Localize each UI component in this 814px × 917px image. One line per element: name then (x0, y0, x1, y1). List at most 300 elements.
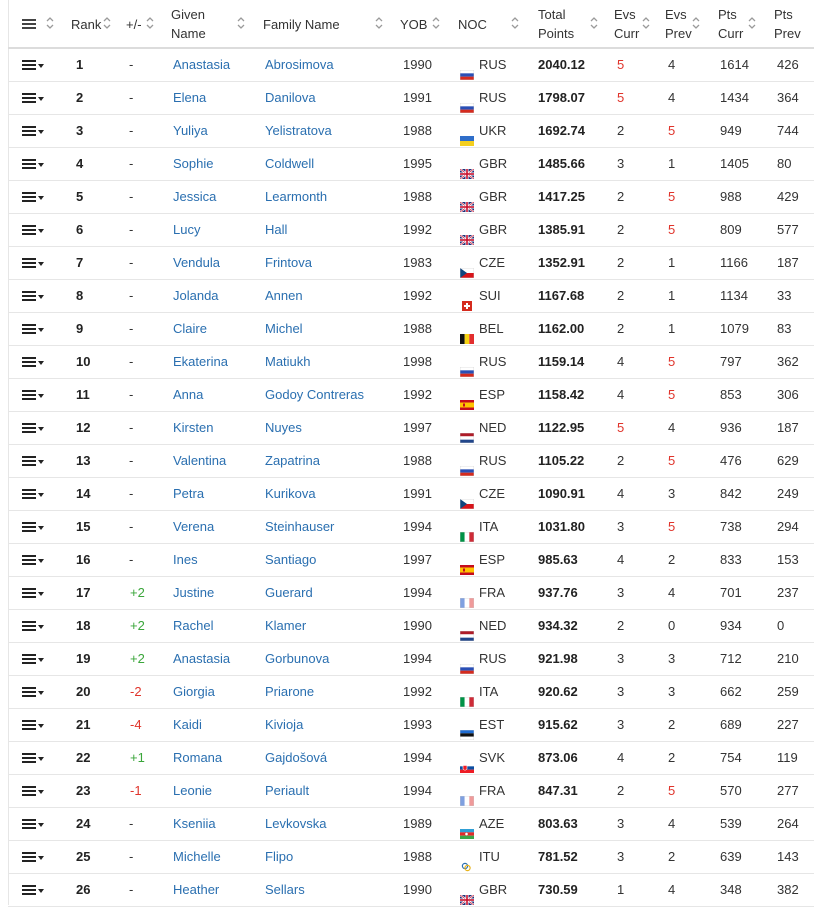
given-name-link[interactable]: Jessica (173, 189, 217, 204)
given-name-link[interactable]: Kaidi (173, 717, 202, 732)
change-cell: -1 (130, 783, 142, 798)
pts-prev-cell: 249 (777, 486, 799, 501)
yob-cell: 1993 (403, 717, 432, 732)
noc-code: RUS (479, 453, 507, 468)
table-row[interactable] (8, 874, 814, 907)
pts-curr-cell: 689 (720, 717, 742, 732)
given-name-link[interactable]: Verena (173, 519, 215, 534)
change-cell: - (129, 882, 134, 897)
rank-cell: 12 (76, 420, 91, 435)
row-menu-icon[interactable] (22, 619, 44, 633)
pts-curr-cell: 1079 (720, 321, 749, 336)
given-name-link[interactable]: Yuliya (173, 123, 208, 138)
col-total-points-header[interactable]: Total Points (538, 7, 575, 41)
noc-cell (460, 511, 498, 543)
russia-flag-icon (460, 93, 474, 103)
netherlands-flag-icon (460, 621, 474, 631)
row-menu-icon[interactable] (22, 223, 44, 237)
table-row[interactable] (8, 82, 814, 115)
family-name-link[interactable]: Annen (265, 288, 303, 303)
col-rank-header[interactable]: Rank (71, 16, 102, 32)
row-menu-icon[interactable] (22, 421, 44, 435)
given-name-link[interactable]: Ekaterina (173, 354, 228, 369)
noc-cell (460, 82, 506, 114)
evs-curr-cell: 1 (617, 882, 625, 897)
total-points-cell: 937.76 (538, 585, 578, 600)
family-name-link[interactable]: Frintova (265, 255, 312, 270)
family-name-link[interactable]: Levkovska (265, 816, 327, 831)
pts-curr-cell: 662 (720, 684, 742, 699)
evs-prev-cell: 3 (668, 651, 676, 666)
col-yob-header[interactable]: YOB (400, 16, 428, 32)
evs-curr-cell: 5 (617, 90, 625, 105)
pts-prev-cell: 0 (777, 618, 785, 633)
family-name-link[interactable]: Klamer (265, 618, 307, 633)
col-noc-header[interactable]: NOC (458, 16, 487, 32)
table-row[interactable] (8, 808, 814, 841)
evs-curr-cell: 2 (617, 321, 625, 336)
total-points-cell: 2040.12 (538, 57, 585, 72)
rank-cell: 4 (76, 156, 84, 171)
pts-curr-cell: 936 (720, 420, 742, 435)
family-name-link[interactable]: Guerard (265, 585, 313, 600)
given-name-link[interactable]: Jolanda (173, 288, 219, 303)
table-row[interactable] (8, 379, 814, 412)
pts-curr-cell: 738 (720, 519, 742, 534)
uk-flag-icon (460, 225, 474, 235)
yob-cell: 1988 (403, 189, 432, 204)
evs-curr-cell: 3 (617, 717, 625, 732)
given-name-link[interactable]: Claire (173, 321, 207, 336)
yob-cell: 1991 (403, 90, 432, 105)
given-name-link[interactable]: Kirsten (173, 420, 214, 435)
italy-flag-icon (460, 687, 474, 697)
row-menu-icon[interactable] (22, 652, 44, 666)
col-pts-prev-header[interactable]: Pts Prev (774, 7, 801, 41)
russia-flag-icon (460, 456, 474, 466)
family-name-link[interactable]: Hall (265, 222, 288, 237)
total-points-cell: 985.63 (538, 552, 578, 567)
change-cell: - (129, 189, 134, 204)
total-points-cell: 847.31 (538, 783, 578, 798)
total-points-cell: 1417.25 (538, 189, 585, 204)
pts-prev-cell: 227 (777, 717, 799, 732)
evs-curr-cell: 2 (617, 288, 625, 303)
change-cell: -2 (130, 684, 142, 699)
total-points-cell: 1352.91 (538, 255, 585, 270)
noc-code: GBR (479, 882, 508, 897)
noc-code: ITA (479, 684, 499, 699)
given-name-link[interactable]: Anna (173, 387, 204, 402)
total-points-cell: 1167.68 (538, 288, 585, 303)
family-name-link[interactable]: Kivioja (265, 717, 304, 732)
italy-flag-icon (460, 522, 474, 532)
row-menu-icon[interactable] (22, 91, 44, 105)
sort-icon[interactable] (146, 14, 154, 32)
pts-prev-cell: 80 (777, 156, 792, 171)
pts-prev-cell: 364 (777, 90, 799, 105)
russia-flag-icon (460, 654, 474, 664)
table-row[interactable] (8, 214, 814, 247)
pts-prev-cell: 153 (777, 552, 799, 567)
col-pts-curr-header[interactable]: Pts Curr (718, 7, 744, 41)
table-row[interactable] (8, 280, 814, 313)
change-cell: - (129, 255, 134, 270)
col-evs-prev-header[interactable]: Evs Prev (665, 7, 692, 41)
table-row[interactable] (8, 346, 814, 379)
evs-curr-cell: 5 (617, 420, 625, 435)
yob-cell: 1990 (403, 57, 432, 72)
sort-icon[interactable] (103, 14, 111, 32)
sort-icon[interactable] (692, 14, 700, 32)
row-menu-icon[interactable] (22, 487, 44, 501)
sort-icon[interactable] (432, 14, 440, 32)
evs-prev-cell: 2 (668, 717, 676, 732)
family-name-link[interactable]: Nuyes (265, 420, 302, 435)
col-evs-curr-header[interactable]: Evs Curr (614, 7, 640, 41)
pts-curr-cell: 1134 (720, 288, 748, 303)
evs-curr-cell: 4 (617, 552, 625, 567)
row-menu-icon[interactable] (22, 784, 44, 798)
noc-cell (460, 148, 507, 180)
noc-code: SUI (479, 288, 501, 303)
header-menu-icon[interactable] (22, 17, 44, 31)
change-cell: - (129, 420, 134, 435)
pts-curr-cell: 853 (720, 387, 742, 402)
pts-prev-cell: 237 (777, 585, 799, 600)
given-name-link[interactable]: Kseniia (173, 816, 216, 831)
evs-prev-cell: 2 (668, 552, 676, 567)
noc-code: GBR (479, 156, 508, 171)
family-name-link[interactable]: Coldwell (265, 156, 315, 171)
table-row[interactable] (8, 445, 814, 478)
czech-flag-icon (460, 489, 474, 499)
change-cell: - (129, 321, 134, 336)
yob-cell: 1989 (403, 816, 432, 831)
rank-cell: 23 (76, 783, 91, 798)
total-points-cell: 920.62 (538, 684, 578, 699)
given-name-link[interactable]: Giorgia (173, 684, 215, 699)
yob-cell: 1988 (403, 849, 432, 864)
total-points-cell: 1031.80 (538, 519, 585, 534)
sort-icon[interactable] (642, 14, 650, 32)
table-row[interactable] (8, 676, 814, 709)
total-points-cell: 1159.14 (538, 354, 585, 369)
table-row[interactable] (8, 49, 814, 82)
table-row[interactable] (8, 742, 814, 775)
pts-prev-cell: 187 (777, 255, 799, 270)
given-name-link[interactable]: Rachel (173, 618, 214, 633)
belgium-flag-icon (460, 324, 474, 334)
change-cell: - (129, 90, 134, 105)
evs-prev-cell: 1 (668, 288, 676, 303)
evs-curr-cell: 3 (617, 849, 625, 864)
row-menu-icon[interactable] (22, 685, 44, 699)
table-row[interactable] (8, 775, 814, 808)
given-name-link[interactable]: Petra (173, 486, 205, 501)
change-cell: +2 (130, 651, 145, 666)
row-menu-icon[interactable] (22, 256, 44, 270)
rank-cell: 13 (76, 453, 91, 468)
noc-cell (460, 445, 506, 477)
pts-prev-cell: 744 (777, 123, 799, 138)
sort-icon[interactable] (237, 14, 245, 32)
table-row[interactable] (8, 478, 814, 511)
rank-cell: 26 (76, 882, 91, 897)
rank-cell: 1 (76, 57, 84, 72)
rank-cell: 24 (76, 816, 91, 831)
table-row[interactable] (8, 115, 814, 148)
noc-cell (460, 775, 505, 807)
evs-prev-cell: 5 (668, 453, 676, 468)
pts-curr-cell: 701 (720, 585, 742, 600)
family-name-link[interactable]: Priarone (265, 684, 315, 699)
noc-code: CZE (479, 255, 505, 270)
total-points-cell: 1485.66 (538, 156, 585, 171)
france-flag-icon (460, 786, 474, 796)
given-name-link[interactable]: Anastasia (173, 651, 231, 666)
evs-prev-cell: 4 (668, 882, 676, 897)
evs-prev-cell: 2 (668, 849, 676, 864)
russia-flag-icon (460, 60, 474, 70)
pts-prev-cell: 277 (777, 783, 799, 798)
given-name-link[interactable]: Valentina (173, 453, 227, 468)
evs-curr-cell: 2 (617, 123, 625, 138)
family-name-link[interactable]: Kurikova (265, 486, 316, 501)
family-name-link[interactable]: Gajdošová (265, 750, 328, 765)
row-menu-icon[interactable] (22, 454, 44, 468)
table-row[interactable] (8, 577, 814, 610)
row-menu-icon[interactable] (22, 322, 44, 336)
evs-prev-cell: 1 (668, 255, 676, 270)
table-row[interactable] (8, 313, 814, 346)
pts-prev-cell: 426 (777, 57, 799, 72)
given-name-link[interactable]: Heather (173, 882, 220, 897)
given-name-link[interactable]: Michelle (173, 849, 221, 864)
rank-cell: 16 (76, 552, 91, 567)
total-points-cell: 1122.95 (538, 420, 585, 435)
noc-cell (460, 313, 504, 345)
change-cell: - (129, 156, 134, 171)
row-menu-icon[interactable] (22, 520, 44, 534)
pts-curr-cell: 570 (720, 783, 742, 798)
family-name-link[interactable]: Flipo (265, 849, 294, 864)
table-row[interactable] (8, 544, 814, 577)
pts-curr-cell: 476 (720, 453, 742, 468)
table-row[interactable] (8, 643, 814, 676)
total-points-cell: 921.98 (538, 651, 578, 666)
evs-prev-cell: 3 (668, 684, 676, 699)
noc-cell (460, 214, 507, 246)
row-menu-icon[interactable] (22, 355, 44, 369)
uk-flag-icon (460, 885, 474, 895)
table-row[interactable] (8, 610, 814, 643)
given-name-link[interactable]: Anastasia (173, 57, 231, 72)
noc-cell (460, 181, 507, 213)
col-change-header[interactable]: +/- (126, 16, 142, 32)
noc-code: BEL (479, 321, 504, 336)
given-name-link[interactable]: Romana (173, 750, 223, 765)
table-row[interactable] (8, 709, 814, 742)
pts-curr-cell: 348 (720, 882, 742, 897)
total-points-cell: 781.52 (538, 849, 578, 864)
given-name-link[interactable]: Elena (173, 90, 207, 105)
evs-prev-cell: 1 (668, 321, 676, 336)
total-points-cell: 730.59 (538, 882, 578, 897)
change-cell: - (129, 816, 134, 831)
table-row[interactable] (8, 247, 814, 280)
noc-cell (460, 841, 500, 873)
pts-prev-cell: 362 (777, 354, 799, 369)
table-row[interactable] (8, 841, 814, 874)
yob-cell: 1994 (403, 585, 432, 600)
family-name-link[interactable]: Yelistratova (265, 123, 332, 138)
family-name-link[interactable]: Godoy Contreras (265, 387, 364, 402)
family-name-link[interactable]: Steinhauser (265, 519, 335, 534)
pts-curr-cell: 639 (720, 849, 742, 864)
change-cell: - (129, 453, 134, 468)
family-name-link[interactable]: Matiukh (265, 354, 311, 369)
row-menu-icon[interactable] (22, 883, 44, 897)
rank-cell: 22 (76, 750, 91, 765)
sort-icon[interactable] (375, 14, 383, 32)
itu-logo-icon (460, 852, 474, 862)
change-cell: - (129, 519, 134, 534)
table-row[interactable] (8, 148, 814, 181)
pts-curr-cell: 1434 (720, 90, 749, 105)
total-points-cell: 803.63 (538, 816, 578, 831)
sort-icon[interactable] (511, 14, 519, 32)
total-points-cell: 873.06 (538, 750, 578, 765)
pts-curr-cell: 539 (720, 816, 742, 831)
estonia-flag-icon (460, 720, 474, 730)
family-name-link[interactable]: Abrosimova (265, 57, 334, 72)
given-name-link[interactable]: Sophie (173, 156, 214, 171)
change-cell: - (129, 552, 134, 567)
noc-code: RUS (479, 651, 507, 666)
yob-cell: 1994 (403, 651, 432, 666)
table-header (8, 0, 814, 49)
row-menu-icon[interactable] (22, 388, 44, 402)
rank-cell: 6 (76, 222, 84, 237)
noc-cell (460, 247, 505, 279)
evs-curr-cell: 3 (617, 519, 625, 534)
evs-prev-cell: 5 (668, 222, 676, 237)
family-name-link[interactable]: Santiago (265, 552, 317, 567)
table-row[interactable] (8, 412, 814, 445)
pts-curr-cell: 809 (720, 222, 742, 237)
row-menu-icon[interactable] (22, 124, 44, 138)
family-name-link[interactable]: Zapatrina (265, 453, 320, 468)
sort-icon[interactable] (46, 14, 54, 32)
yob-cell: 1983 (403, 255, 432, 270)
noc-cell (460, 544, 505, 576)
row-menu-icon[interactable] (22, 718, 44, 732)
row-menu-icon[interactable] (22, 190, 44, 204)
row-menu-icon[interactable] (22, 553, 44, 567)
evs-prev-cell: 3 (668, 486, 676, 501)
evs-curr-cell: 3 (617, 816, 625, 831)
noc-code: RUS (479, 57, 507, 72)
given-name-link[interactable]: Leonie (173, 783, 213, 798)
noc-code: ITU (479, 849, 500, 864)
evs-prev-cell: 4 (668, 585, 676, 600)
noc-cell (460, 412, 506, 444)
noc-code: ITA (479, 519, 499, 534)
evs-prev-cell: 5 (668, 783, 676, 798)
family-name-link[interactable]: Learmonth (265, 189, 328, 204)
family-name-link[interactable]: Gorbunova (265, 651, 330, 666)
evs-prev-cell: 4 (668, 420, 676, 435)
ukraine-flag-icon (460, 126, 474, 136)
given-name-link[interactable]: Justine (173, 585, 215, 600)
row-menu-icon[interactable] (22, 289, 44, 303)
noc-cell (460, 709, 504, 741)
family-name-link[interactable]: Sellars (265, 882, 305, 897)
russia-flag-icon (460, 357, 474, 367)
yob-cell: 1995 (403, 156, 432, 171)
rank-cell: 25 (76, 849, 91, 864)
given-name-link[interactable]: Ines (173, 552, 198, 567)
noc-cell (460, 643, 506, 675)
rank-cell: 19 (76, 651, 91, 666)
uk-flag-icon (460, 159, 474, 169)
pts-prev-cell: 577 (777, 222, 799, 237)
noc-code: AZE (479, 816, 505, 831)
yob-cell: 1992 (403, 387, 432, 402)
evs-curr-cell: 4 (617, 486, 625, 501)
change-cell: - (129, 123, 134, 138)
noc-cell (460, 49, 506, 81)
noc-code: NED (479, 420, 507, 435)
total-points-cell: 1105.22 (538, 453, 585, 468)
family-name-link[interactable]: Periault (265, 783, 310, 798)
rank-cell: 5 (76, 189, 84, 204)
yob-cell: 1990 (403, 618, 432, 633)
rank-cell: 10 (76, 354, 91, 369)
netherlands-flag-icon (460, 423, 474, 433)
table-row[interactable] (8, 511, 814, 544)
total-points-cell: 1385.91 (538, 222, 585, 237)
col-given-name-header[interactable]: Given Name (171, 7, 206, 41)
row-menu-icon[interactable] (22, 58, 44, 72)
family-name-link[interactable]: Danilova (265, 90, 316, 105)
pts-curr-cell: 833 (720, 552, 742, 567)
pts-prev-cell: 429 (777, 189, 799, 204)
row-menu-icon[interactable] (22, 751, 44, 765)
family-name-link[interactable]: Michel (265, 321, 303, 336)
row-menu-icon[interactable] (22, 157, 44, 171)
yob-cell: 1997 (403, 420, 432, 435)
total-points-cell: 934.32 (538, 618, 578, 633)
sort-icon[interactable] (590, 14, 598, 32)
evs-curr-cell: 3 (617, 651, 625, 666)
noc-code: UKR (479, 123, 507, 138)
given-name-link[interactable]: Vendula (173, 255, 220, 270)
row-menu-icon[interactable] (22, 586, 44, 600)
sort-icon[interactable] (748, 14, 756, 32)
pts-prev-cell: 33 (777, 288, 792, 303)
row-menu-icon[interactable] (22, 817, 44, 831)
row-menu-icon[interactable] (22, 850, 44, 864)
evs-prev-cell: 5 (668, 519, 676, 534)
slovakia-flag-icon (460, 753, 474, 763)
table-row[interactable] (8, 181, 814, 214)
given-name-link[interactable]: Lucy (173, 222, 201, 237)
rank-cell: 14 (76, 486, 91, 501)
col-family-name-header[interactable]: Family Name (263, 16, 340, 32)
pts-prev-cell: 143 (777, 849, 799, 864)
